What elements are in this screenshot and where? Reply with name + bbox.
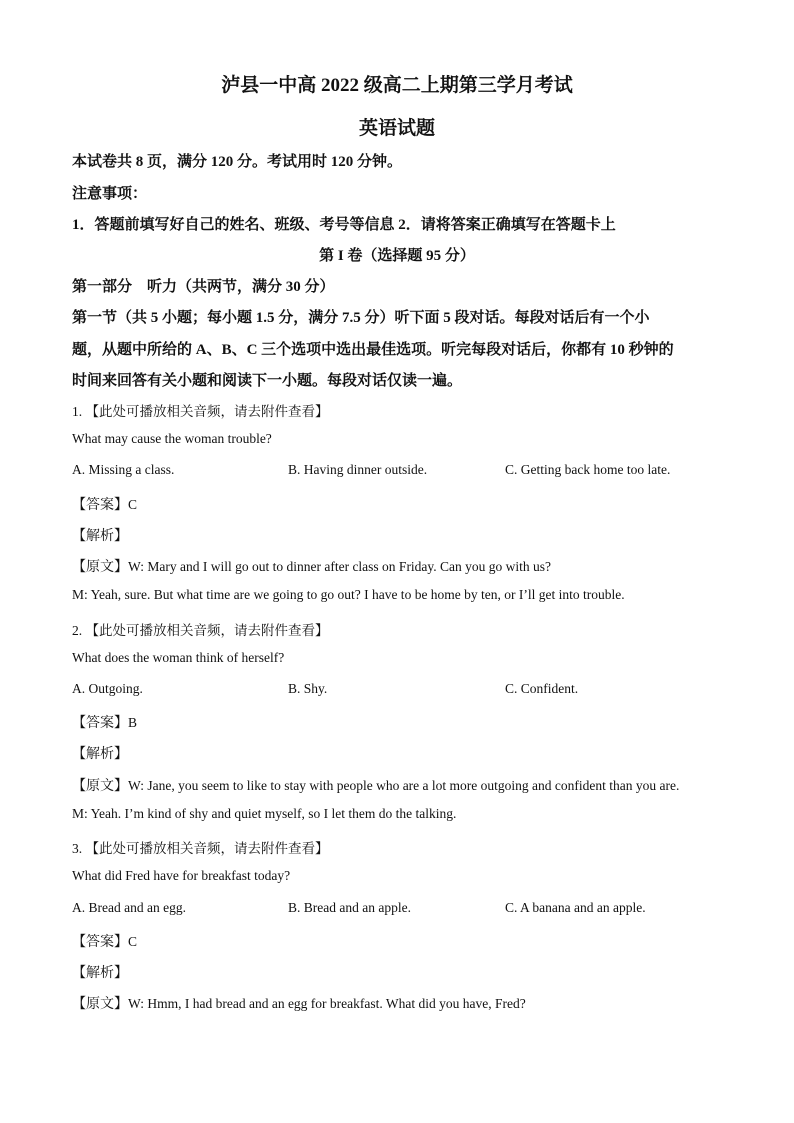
question-number: 1. bbox=[72, 404, 83, 419]
answer-tag: 【答案】 bbox=[72, 716, 128, 731]
transcript-line bbox=[72, 775, 679, 795]
audio-placeholder[interactable]: 【此处可播放相关音频，请去附件查看】 bbox=[85, 841, 329, 856]
option-c: C. A banana and an apple. bbox=[505, 900, 646, 915]
analysis-tag: 【解析】 bbox=[72, 966, 128, 981]
section-instructions-line: 题，从题中所给的 A、B、C 三个选项中选出最佳选项。听完每段对话后，你都有 10 秒钟的 bbox=[72, 342, 674, 358]
question-text: What may cause the woman trouble? bbox=[72, 431, 272, 446]
transcript-text: W: Mary and I will go out to dinner after class on Friday. Can you go with us? bbox=[128, 559, 552, 574]
answer-line bbox=[72, 494, 137, 514]
transcript-text: M: Yeah. I’m kind of shy and quiet myself, so I let them do the talking. bbox=[72, 806, 457, 821]
section-instructions-line: 时间来回答有关小题和阅读下一小题。每段对话仅读一遍。 bbox=[72, 373, 463, 389]
option-b: B. Bread and an apple. bbox=[288, 900, 411, 915]
transcript-text: W: Hmm, I had bread and an egg for breakfast. What did you have, Fred? bbox=[128, 996, 526, 1011]
question-number: 2. bbox=[72, 623, 83, 638]
transcript-text: W: Jane, you seem to like to stay with people who are a lot more outgoing and confident than you are. bbox=[128, 778, 680, 793]
option-a: A. Outgoing. bbox=[72, 681, 143, 696]
notice-heading: 注意事项： bbox=[72, 186, 148, 202]
answer-line bbox=[72, 712, 137, 732]
question-header bbox=[72, 837, 329, 857]
analysis-tag: 【解析】 bbox=[72, 529, 128, 544]
option-b: B. Having dinner outside. bbox=[288, 462, 428, 477]
question-number: 3. bbox=[72, 841, 83, 856]
question-text: What does the woman think of herself? bbox=[72, 650, 285, 665]
answer-tag: 【答案】 bbox=[72, 498, 128, 513]
part-heading: 第一部分 听力（共两节，满分 30 分） bbox=[72, 279, 335, 295]
section-instructions-line: 第一节（共 5 小题；每小题 1.5 分，满分 7.5 分）听下面 5 段对话。每段对话后有一个小 bbox=[72, 310, 650, 326]
exam-info: 本试卷共 8 页，满分 120 分。考试用时 120 分钟。 bbox=[72, 154, 403, 170]
option-c: C. Confident. bbox=[505, 681, 579, 696]
option-b: B. Shy. bbox=[288, 681, 328, 696]
page-title: 泸县一中高 2022 级高二上期第三学月考试 bbox=[221, 75, 573, 96]
question-header bbox=[72, 619, 329, 639]
transcript-tag: 【原文】 bbox=[72, 779, 128, 794]
option-a: A. Bread and an egg. bbox=[72, 900, 186, 915]
option-c: C. Getting back home too late. bbox=[505, 462, 671, 477]
answer-tag: 【答案】 bbox=[72, 935, 128, 950]
answer-value: C bbox=[128, 497, 138, 512]
audio-placeholder[interactable]: 【此处可播放相关音频，请去附件查看】 bbox=[85, 623, 329, 638]
page-subtitle: 英语试题 bbox=[358, 118, 435, 139]
answer-value: C bbox=[128, 934, 138, 949]
transcript-tag: 【原文】 bbox=[72, 997, 128, 1012]
question-header bbox=[72, 400, 329, 420]
option-a: A. Missing a class. bbox=[72, 462, 175, 477]
transcript-line bbox=[72, 993, 526, 1013]
analysis-tag: 【解析】 bbox=[72, 747, 128, 762]
answer-line bbox=[72, 931, 137, 951]
transcript-line bbox=[72, 556, 551, 576]
audio-placeholder[interactable]: 【此处可播放相关音频，请去附件查看】 bbox=[85, 404, 329, 419]
answer-value: B bbox=[128, 715, 138, 730]
volume-heading: 第 I 卷（选择题 95 分） bbox=[319, 248, 475, 264]
notice-item: 1．答题前填写好自己的姓名、班级、考号等信息 2．请将答案正确填写在答题卡上 bbox=[72, 217, 616, 233]
transcript-tag: 【原文】 bbox=[72, 560, 128, 575]
question-text: What did Fred have for breakfast today? bbox=[72, 868, 291, 883]
transcript-text: M: Yeah, sure. But what time are we going to go out? I have to be home by ten, or I’ll get into trouble. bbox=[72, 587, 625, 602]
